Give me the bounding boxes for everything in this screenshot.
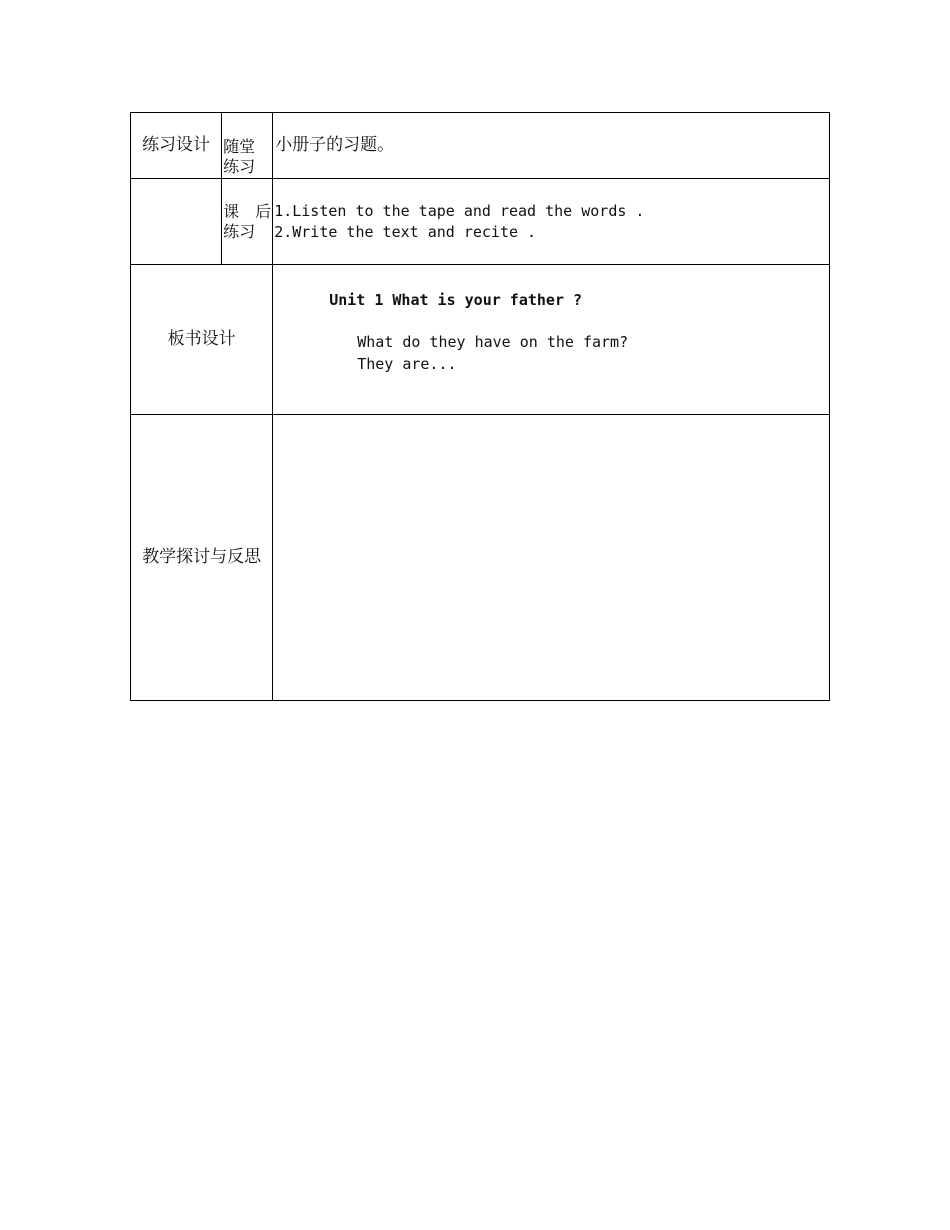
- in-class-label-cell: [222, 113, 273, 179]
- reflection-label: 教学探讨与反思: [131, 415, 273, 701]
- board-heading: Unit 1 What is your father ?: [329, 290, 583, 309]
- row-in-class-practice: [131, 113, 830, 179]
- reflection-content: [273, 415, 830, 701]
- board-design-label: 板书设计: [131, 265, 273, 415]
- after-class-item-1: 1.Listen to the tape and read the words .: [274, 201, 645, 220]
- after-class-label-line1: [222, 202, 272, 222]
- practice-design-label: 练习设计: [131, 113, 222, 179]
- in-class-label-line2: 练习: [223, 157, 256, 176]
- row-board-design: [131, 265, 830, 415]
- in-class-content-text: 小册子的习题。: [275, 135, 395, 155]
- board-line-2: They are...: [357, 354, 457, 373]
- board-design-content: [273, 265, 830, 415]
- after-class-item-2: 2.Write the text and recite .: [274, 222, 537, 241]
- after-class-label-line2: 练习: [223, 221, 256, 241]
- after-class-label-b: 后: [255, 201, 272, 221]
- after-class-label-a: 课: [223, 201, 240, 221]
- after-class-label-cell: [222, 179, 273, 265]
- board-content-area: [273, 266, 829, 414]
- in-class-content: [273, 113, 830, 179]
- board-line-1: What do they have on the farm?: [357, 332, 629, 351]
- row-reflection: [131, 415, 830, 701]
- row-after-class-practice: [131, 179, 830, 265]
- lesson-plan-table: [130, 112, 830, 701]
- after-class-content: [273, 179, 830, 265]
- in-class-label-line1: 随堂: [223, 137, 256, 156]
- practice-label-empty: [131, 179, 222, 265]
